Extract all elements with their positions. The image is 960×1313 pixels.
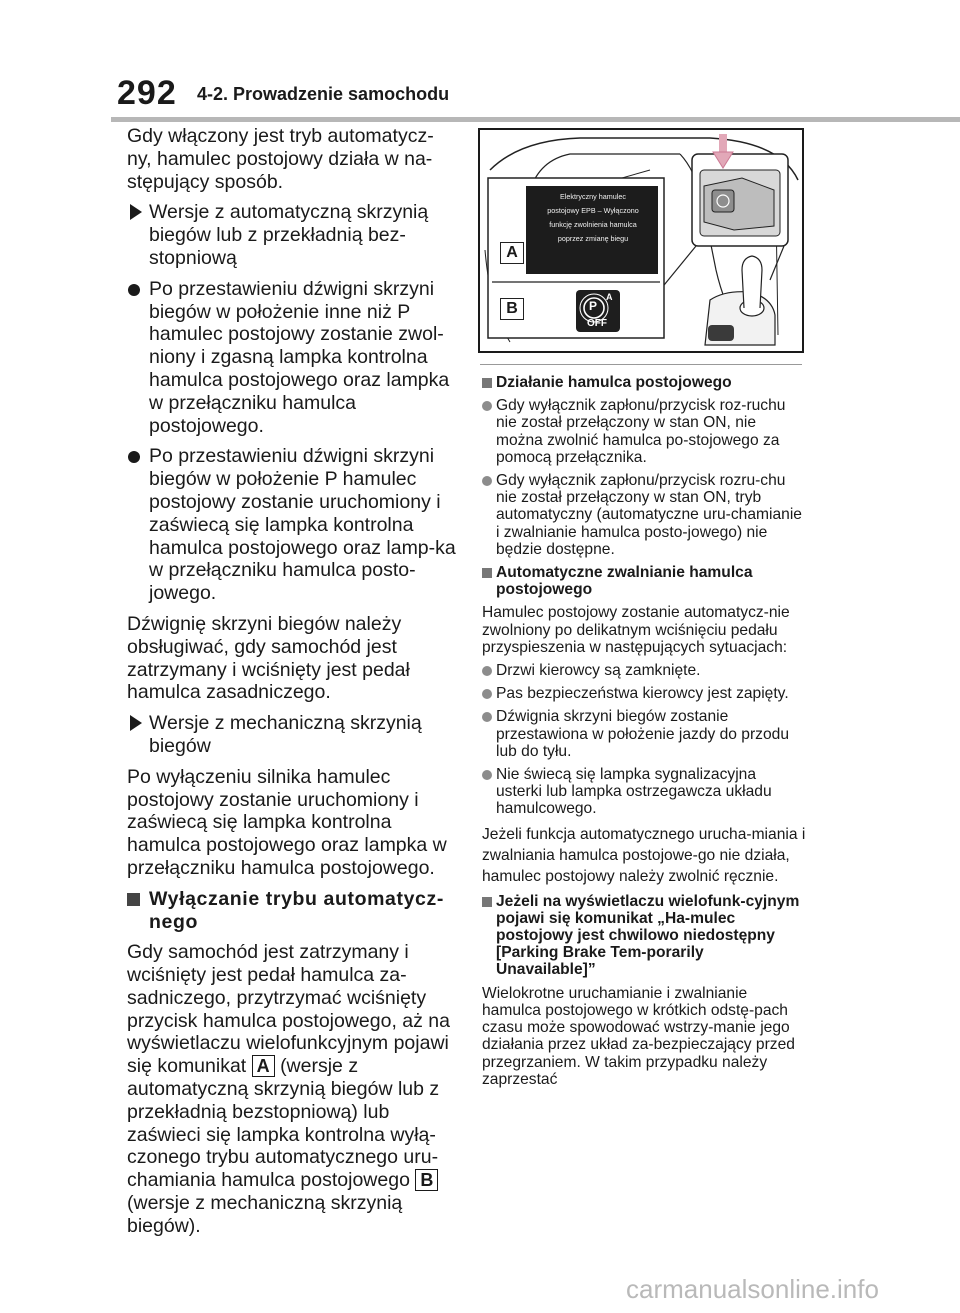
- subheading-auto: [127, 201, 457, 269]
- repeated-use-paragraph: Wielokrotne uruchamianie i zwalnianie hamulca postojowego w krótkich odstę-pach czasu może spowodować wstrzy-manie jego działania przez układ za-bezpieczający przed przegrzaniem. W takim przypadku należy zaprzestać: [482, 984, 795, 1088]
- chevron-right-icon: [128, 203, 144, 221]
- auto-off-text-3: (wersje z mechaniczną skrzynią biegów).: [127, 1192, 403, 1237]
- heading-unavailable-message: [482, 893, 806, 979]
- label-b-badge: B: [415, 1169, 438, 1191]
- heading-auto-off: [127, 888, 457, 934]
- bullet-item: [482, 472, 806, 558]
- chevron-right-icon: [128, 714, 144, 732]
- icon-superscript: A: [606, 292, 613, 302]
- label-a-badge: A: [252, 1055, 275, 1077]
- bullet-dot-icon: [482, 401, 492, 411]
- bullet-text: Po przestawieniu dźwigni skrzyni biegów w położenie inne niż P hamulec postojowy zostanie zwol-niony i zgasną lampka kontrolna hamulca postojowego oraz lampka w przełączniku hamulca postojowego.: [149, 277, 450, 437]
- bullet-text: Dźwignia skrzyni biegów zostanie przestawiona w położenie jazdy do przodu lub do tyłu.: [496, 708, 789, 760]
- icon-off-label: OFF: [587, 318, 607, 329]
- bullet-dot-icon: [128, 284, 140, 296]
- bullet-dot-icon: [482, 666, 492, 676]
- bullet-dot-icon: [482, 770, 492, 780]
- intro-paragraph: Gdy włączony jest tryb automatycz-ny, hamulec postojowy działa w na-stępujący sposób.: [127, 125, 434, 193]
- figure-label-b: B: [500, 298, 524, 320]
- bullet-item: [482, 708, 806, 760]
- square-bullet-icon: [127, 893, 140, 906]
- parking-brake-off-icon: [576, 290, 620, 332]
- screen-line: funkcję zwolnienia hamulca: [549, 220, 637, 229]
- manual-release-paragraph: Jeżeli funkcja automatycznego urucha-miania i zwalniania hamulca postojowe-go nie działa, hamulec postojowy należy zwolnić ręcznie.: [482, 825, 806, 885]
- auto-off-text-2: (wersje z automatyczną skrzynią biegów lub z przekładnią bezstopniową) lub zaświeci się lampka kontrolna wyłą-czonego trybu automatycznego uru-chamiania hamulca postojowego: [127, 1055, 440, 1192]
- subheading-auto-text: Wersje z automatyczną skrzynią biegów lub z przekładnią bez-stopniową: [149, 201, 429, 269]
- bullet-item: [482, 662, 806, 679]
- screen-message: [528, 190, 658, 246]
- section-title: 4-2. Prowadzenie samochodu: [197, 84, 450, 104]
- heading-text: Automatyczne zwalnianie hamulca postojowego: [496, 564, 753, 599]
- square-bullet-icon: [482, 378, 492, 388]
- heading-brake-operation: [482, 374, 806, 391]
- bullet-text: Gdy wyłącznik zapłonu/przycisk roz-ruchu nie został przełączony w stan ON, nie można zwolnić hamulca po-stojowego za pomocą przełącznika.: [496, 397, 786, 466]
- bullet-item: [482, 766, 806, 818]
- bullet-text: Drzwi kierowcy są zamknięte.: [496, 662, 701, 680]
- figure-divider: [480, 364, 802, 365]
- bullet-item: [127, 278, 457, 438]
- square-bullet-icon: [482, 897, 492, 907]
- bullet-dot-icon: [482, 689, 492, 699]
- screen-line: postojowy EPB – Wyłączono: [547, 206, 639, 215]
- bullet-item: [127, 445, 457, 605]
- bullet-text: Pas bezpieczeństwa kierowcy jest zapięty.: [496, 685, 789, 703]
- bullet-dot-icon: [482, 476, 492, 486]
- bullet-dot-icon: [128, 451, 140, 463]
- screen-line: poprzez zmianę biegu: [557, 234, 629, 243]
- engine-off-paragraph: Po wyłączeniu silnika hamulec postojowy zostanie uruchomiony i zaświecą się lampka kontrolna hamulca postojowego oraz lampka w przełączniku hamulca postojowego.: [127, 765, 447, 879]
- lever-paragraph: Dźwignię skrzyni biegów należy obsługiwać, gdy samochód jest zatrzymany i wciśnięty jest pedał hamulca zasadniczego.: [127, 612, 410, 704]
- bullet-item: [482, 685, 806, 702]
- page-header: [0, 0, 960, 120]
- subheading-manual: [127, 712, 457, 758]
- right-column: [482, 374, 806, 1094]
- bullet-text: Gdy wyłącznik zapłonu/przycisk rozru-chu nie został przełączony w stan ON, tryb automatyczny (automatyczne uru-chamianie i zwalnianie hamulca posto-jowego) nie będzie dostępne.: [496, 472, 802, 558]
- figure-label-a: A: [500, 242, 524, 264]
- page-number: 292: [117, 74, 177, 112]
- icon-letter: P: [589, 299, 598, 313]
- heading-auto-off-text: Wyłączanie trybu automatycz-nego: [149, 887, 444, 933]
- illustration-figure: [478, 128, 804, 353]
- auto-off-paragraph: [127, 941, 457, 1237]
- heading-text: Działanie hamulca postojowego: [496, 374, 732, 391]
- auto-off-text-1: Gdy samochód jest zatrzymany i wciśnięty jest pedał hamulca za-sadniczego, przytrzymać wciśnięty przycisk hamulca postojowego, aż na wyświetlaczu wielofunkcyjnym pojawi się komunikat: [127, 941, 450, 1078]
- subheading-manual-text: Wersje z mechaniczną skrzynią biegów: [149, 712, 422, 757]
- bullet-text: Nie świecą się lampka sygnalizacyjna usterki lub lampka ostrzegawcza układu hamulcowego.: [496, 766, 772, 818]
- square-bullet-icon: [482, 568, 492, 578]
- bullet-text: Po przestawieniu dźwigni skrzyni biegów w położenie P hamulec postojowy zostanie uruchomiony i zaświecą się lampka kontrolna hamulca postojowego oraz lamp-ka w przełączniku hamulca posto-jowego.: [149, 445, 456, 605]
- bullet-dot-icon: [482, 712, 492, 722]
- bullet-item: [482, 397, 806, 466]
- auto-release-paragraph: Hamulec postojowy zostanie automatycz-nie zwolniony po delikatnym wciśnięciu pedału przyspieszenia w następujących sytuacjach:: [482, 604, 790, 656]
- heading-text: Jeżeli na wyświetlaczu wielofunk-cyjnym pojawi się komunikat „Ha-mulec postojowy jest chwilowo niedostępny [Parking Brake Tem-porarily Unavailable]”: [496, 892, 800, 979]
- left-column: [127, 125, 457, 1246]
- watermark: carmanualsonline.info: [626, 1274, 879, 1304]
- heading-auto-release: [482, 564, 806, 598]
- header-rule: [111, 117, 960, 122]
- screen-line: Elektryczny hamulec: [560, 192, 626, 201]
